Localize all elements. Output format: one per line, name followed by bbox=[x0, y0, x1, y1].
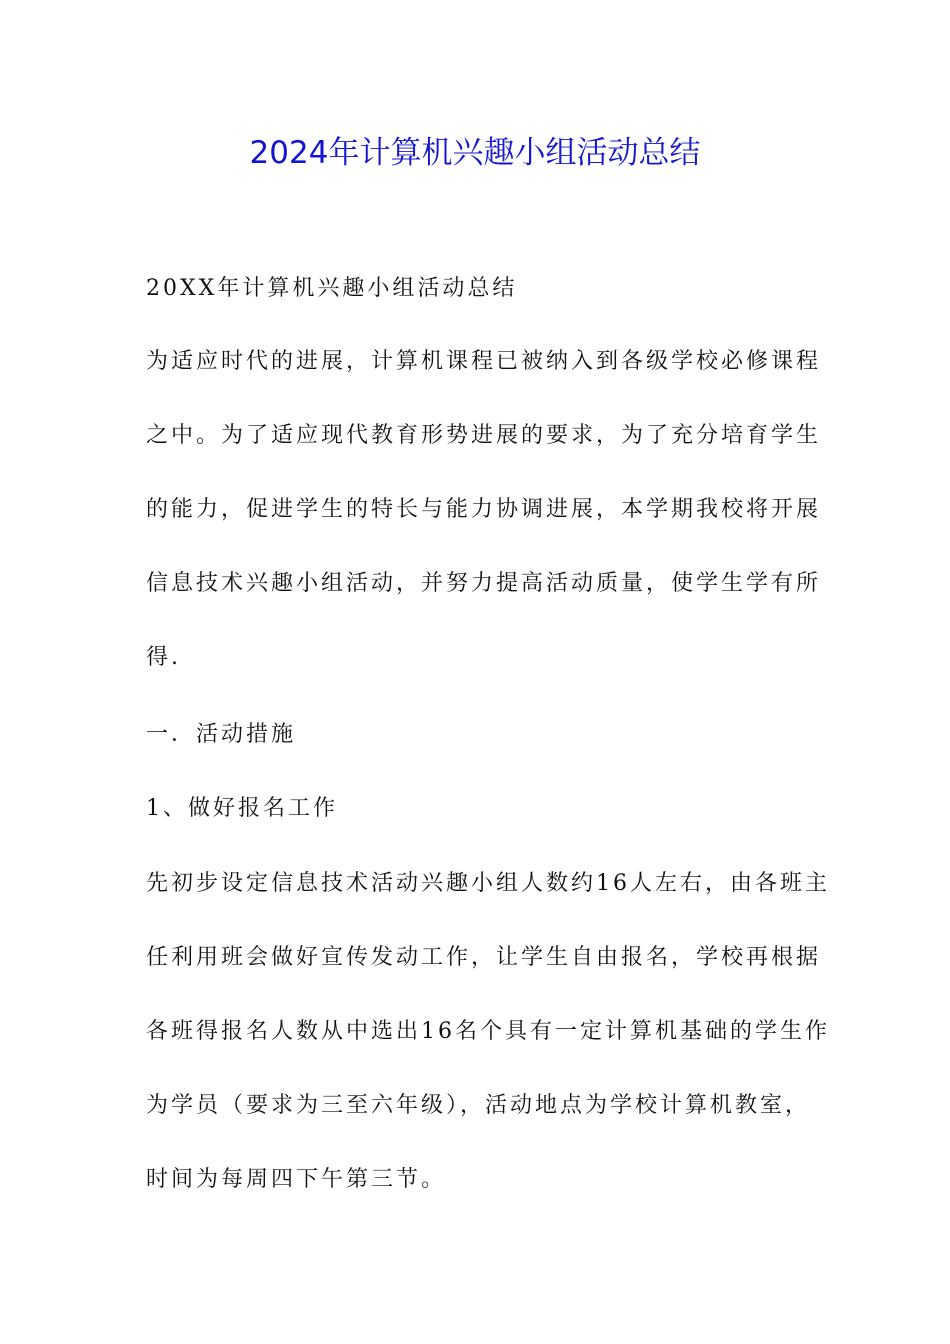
intro-line: 的能力，促进学生的特长与能力协调进展，本学期我校将开展 bbox=[146, 497, 822, 522]
item-heading bbox=[146, 790, 806, 864]
section-heading-text: 一．活动措施 bbox=[146, 722, 297, 747]
intro-line: 为适应时代的进展，计算机课程已被纳入到各级学校必修课程 bbox=[146, 349, 822, 374]
subtitle-line: 20XX年计算机兴趣小组活动总结 bbox=[146, 276, 518, 301]
section-heading bbox=[146, 716, 806, 790]
detail-line: 任利用班会做好宣传发动工作，让学生自由报名，学校再根据 bbox=[146, 945, 822, 970]
detail-paragraph bbox=[146, 865, 830, 1235]
detail-line: 为学员（要求为三至六年级），活动地点为学校计算机教室， bbox=[146, 1093, 811, 1118]
detail-line: 先初步设定信息技术活动兴趣小组人数约16人左右，由各班主 bbox=[146, 871, 830, 896]
detail-line: 各班得报名人数从中选出16名个具有一定计算机基础的学生作 bbox=[146, 1019, 830, 1044]
intro-paragraph bbox=[146, 343, 822, 713]
document-subtitle bbox=[146, 270, 806, 344]
intro-line: 之中。为了适应现代教育形势进展的要求，为了充分培育学生 bbox=[146, 423, 822, 448]
intro-line: 信息技术兴趣小组活动，并努力提高活动质量，使学生学有所 bbox=[146, 571, 822, 596]
item-heading-text: 1、做好报名工作 bbox=[146, 796, 338, 821]
document-title: 2024年计算机兴趣小组活动总结 bbox=[249, 135, 701, 171]
intro-line: 得. bbox=[146, 645, 181, 670]
detail-line: 时间为每周四下午第三节。 bbox=[146, 1167, 447, 1192]
